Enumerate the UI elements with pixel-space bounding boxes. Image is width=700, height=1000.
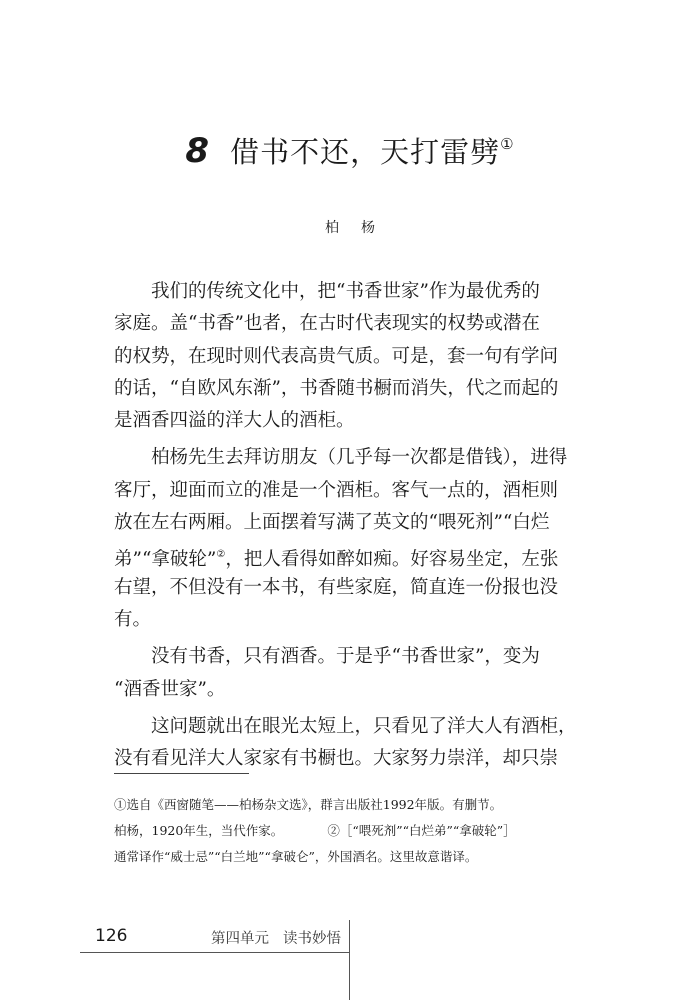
text-line: 的话，“自欧风东渐”，书香随书橱而消失，代之而起的 <box>114 377 559 399</box>
footer-rule <box>80 952 350 953</box>
footnote-line: 通常译作“威士忌”“白兰地”“拿破仑”，外国酒名。这里故意谐译。 <box>114 849 478 864</box>
text-line <box>114 539 594 571</box>
text-segment: ，把人看得如醉如痴。好容易坐定，左张 <box>225 549 559 571</box>
text-segment: 弟”“拿破轮” <box>114 549 217 571</box>
unit-label <box>211 927 341 948</box>
title-footnote-marker: ① <box>500 135 515 153</box>
text-line: 客厅，迎面而立的准是一个酒柜。客气一点的，酒柜则 <box>114 479 559 501</box>
text-line: 的权势，在现时则代表高贵气质。可是，套一句有学问 <box>114 345 559 367</box>
text-line: 柏杨先生去拜访朋友（几乎每一次都是借钱），进得 <box>151 447 568 469</box>
unit-name: 第四单元 <box>211 931 269 947</box>
text-line: 我们的传统文化中，把“书香世家”作为最优秀的 <box>151 281 540 302</box>
footnote-segment: ②［“喂死剂”“白烂弟”“拿破轮”］ <box>327 823 516 838</box>
text-line: 这问题就出在眼光太短上，只看见了洋大人有酒柜， <box>151 715 577 737</box>
footnote-line: ①选自《西窗随笔——柏杨杂文选》，群言出版社1992年版。有删节。 <box>114 797 503 812</box>
footnotes <box>114 792 604 870</box>
footnote-divider <box>114 773 249 774</box>
text-line: 右望，不但没有一本书，有些家庭，简直连一份报也没 <box>114 576 559 598</box>
article-body <box>114 276 594 775</box>
footnote-marker-2: ② <box>216 549 226 561</box>
footnote-segment: 柏杨，1920年生，当代作家。 <box>114 823 284 838</box>
lesson-title <box>0 130 700 171</box>
text-line: 放在左右两厢。上面摆着写满了英文的“喂死剂”“白烂 <box>114 512 550 534</box>
unit-title: 读书妙悟 <box>283 931 341 947</box>
text-line: 是酒香四溢的洋大人的酒柜。 <box>114 410 355 432</box>
page-number: 126 <box>95 926 128 946</box>
footnote-line <box>114 818 604 844</box>
author-name: 柏杨 <box>325 220 397 236</box>
footer-vertical-rule <box>349 920 350 1000</box>
text-line: 没有书香，只有酒香。于是乎“书香世家”，变为 <box>151 646 540 668</box>
text-line: 没有看见洋大人家家有书橱也。大家努力崇洋，却只崇 <box>114 748 559 770</box>
text-line: 家庭。盖“书香”也者，在古时代表现实的权势或潜在 <box>114 313 540 335</box>
lesson-title-text: 借书不还，天打雷劈 <box>230 135 501 169</box>
text-line: “酒香世家”。 <box>114 678 226 700</box>
lesson-number: 8 <box>185 131 211 171</box>
text-line: 有。 <box>114 608 152 630</box>
